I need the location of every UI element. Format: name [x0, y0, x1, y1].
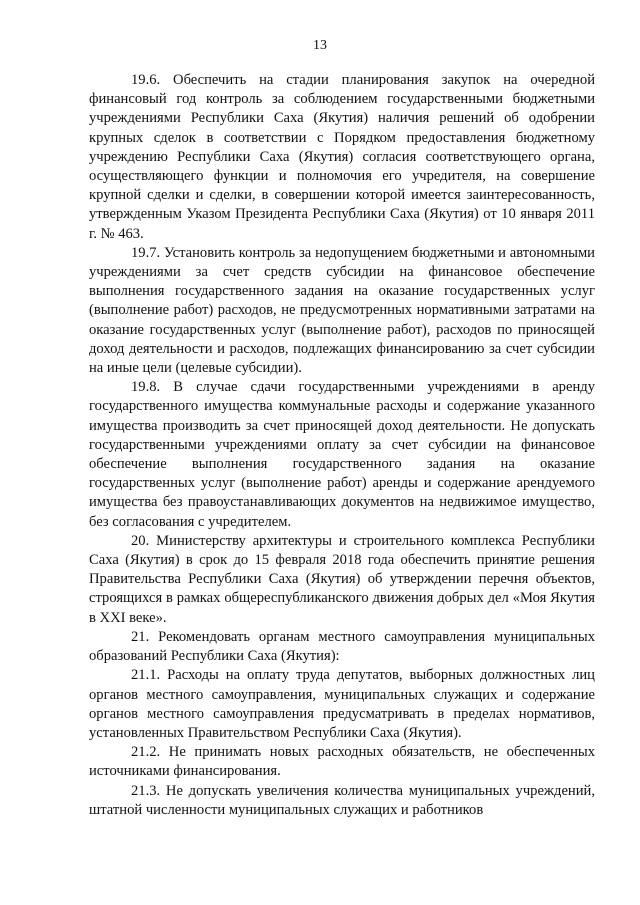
paragraph-21-1: 21.1. Расходы на оплату труда депутатов, выборных должностных лиц органов местного самоуправления, муниципальных служащих и содержание органов местного самоуправления предусматривать в пределах нормативов, установленных Правительством Республики Саха (Якутия). — [89, 667, 595, 741]
paragraph-21-3: 21.3. Не допускать увеличения количества муниципальных учреждений, штатной численности муниципальных служащих и работников — [89, 782, 595, 818]
page-number: 13 — [313, 38, 327, 53]
paragraph-19-6: 19.6. Обеспечить на стадии планирования закупок на очередной финансовый год контроль за соблюдением государственными бюджетными учреждениями Республики Саха (Якутия) наличия решений об одобрении крупных сделок в соответствии с Порядком предоставления бюджетному учреждению Республики Саха (Якутия) согласия соответствующего органа, осуществляющего функции и полномочия его учредителя, на совершение крупной сделки и сделки, в совершении которой имеется заинтересованность, утвержденным Указом Президента Республики Саха (Якутия) от 10 января 2011 г. № 463. — [89, 72, 595, 242]
paragraph-21: 21. Рекомендовать органам местного самоуправления муниципальных образований Республики Саха (Якутия): — [89, 628, 595, 665]
paragraph-21-2: 21.2. Не принимать новых расходных обязательств, не обеспеченных источниками финансирования. — [89, 744, 595, 780]
paragraph-19-8: 19.8. В случае сдачи государственными учреждениями в аренду государственного имущества коммунальные расходы и содержание указанного имущества производить за счет приносящей доход деятельности. Не допускать государственными учреждениями оплату за счет субсидии на финансовое обеспечение выполнения государственного задания на оказание государственных услуг (выполнение работ) аренды и содержание арендуемого имущества без правоустанавливающих документов на недвижимое имущество, без согласования с учредителем. — [89, 379, 595, 530]
paragraph-20: 20. Министерству архитектуры и строительного комплекса Республики Саха (Якутия) в срок до 15 февраля 2018 года обеспечить принятие решения Правительства Республики Саха (Якутия) об утверждении перечня объектов, строящихся в рамках общереспубликанского движения добрых дел «Моя Якутия в XXI веке». — [89, 532, 595, 626]
document-body — [89, 71, 595, 820]
paragraph-19-7: 19.7. Установить контроль за недопущением бюджетными и автономными учреждениями за счет средств субсидии на финансовое обеспечение выполнения государственного задания на оказание государственных услуг (выполнение работ) расходов, не предусмотренных нормативными затратами на оказание государственных услуг (выполнение работ), расходов по приносящей доход деятельности и расходов, подлежащих финансированию за счет субсидии на иные цели (целевые субсидии). — [89, 244, 595, 377]
